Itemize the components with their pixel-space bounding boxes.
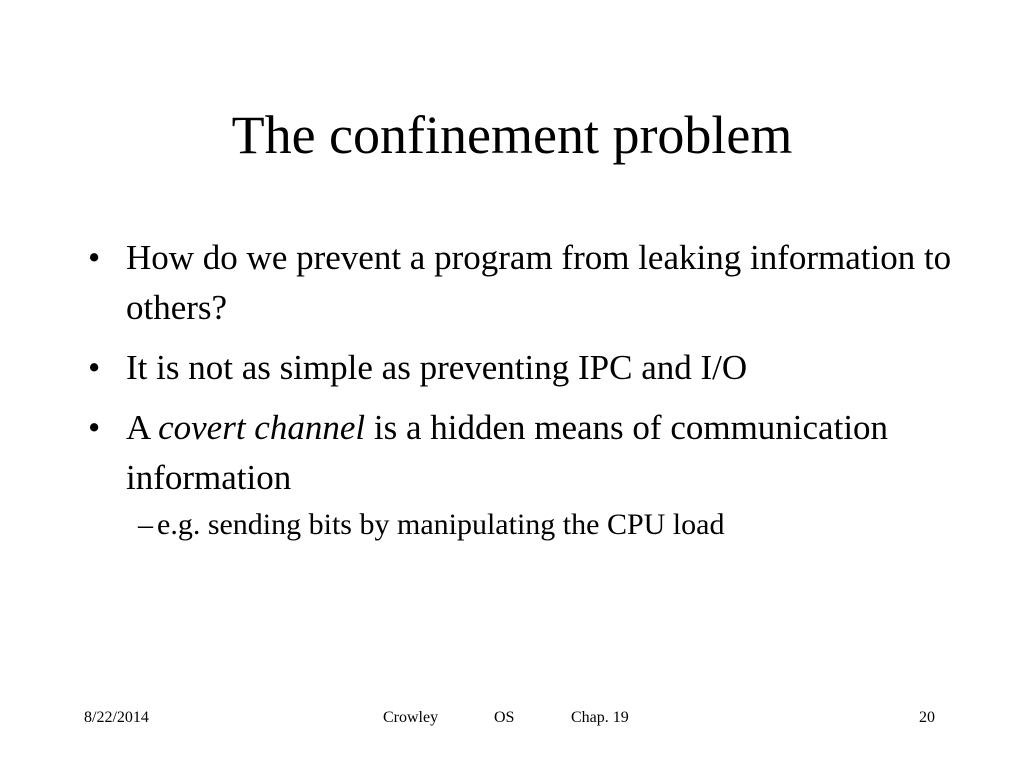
bullet-text-prefix: A: [126, 408, 159, 447]
bullet-item: [88, 233, 988, 333]
bullet-text-suffix: is a hidden means of communication information: [126, 408, 889, 497]
bullet-emphasis: covert channel: [158, 408, 366, 447]
footer-page-number: 20: [919, 709, 935, 726]
bullet-marker: •: [88, 238, 101, 277]
slide-title: The confinement problem: [231, 105, 793, 165]
bullet-item: [88, 343, 988, 393]
bullet-item: [88, 403, 988, 503]
bullet-list: [88, 233, 988, 545]
footer-chapter: Chap. 19: [571, 709, 629, 726]
footer-author: Crowley: [383, 709, 439, 726]
bullet-text: It is not as simple as preventing IPC and I/O: [126, 348, 748, 387]
sub-bullet-marker: –: [138, 508, 153, 541]
sub-bullet-text: e.g. sending bits by manipulating the CPU load: [157, 508, 725, 541]
bullet-marker: •: [88, 408, 101, 447]
footer-date: 8/22/2014: [84, 709, 149, 726]
bullet-marker: •: [88, 348, 101, 387]
sub-bullet-item: [88, 505, 988, 545]
bullet-text: How do we prevent a program from leaking information to others?: [126, 238, 952, 327]
footer-course: OS: [494, 709, 515, 726]
